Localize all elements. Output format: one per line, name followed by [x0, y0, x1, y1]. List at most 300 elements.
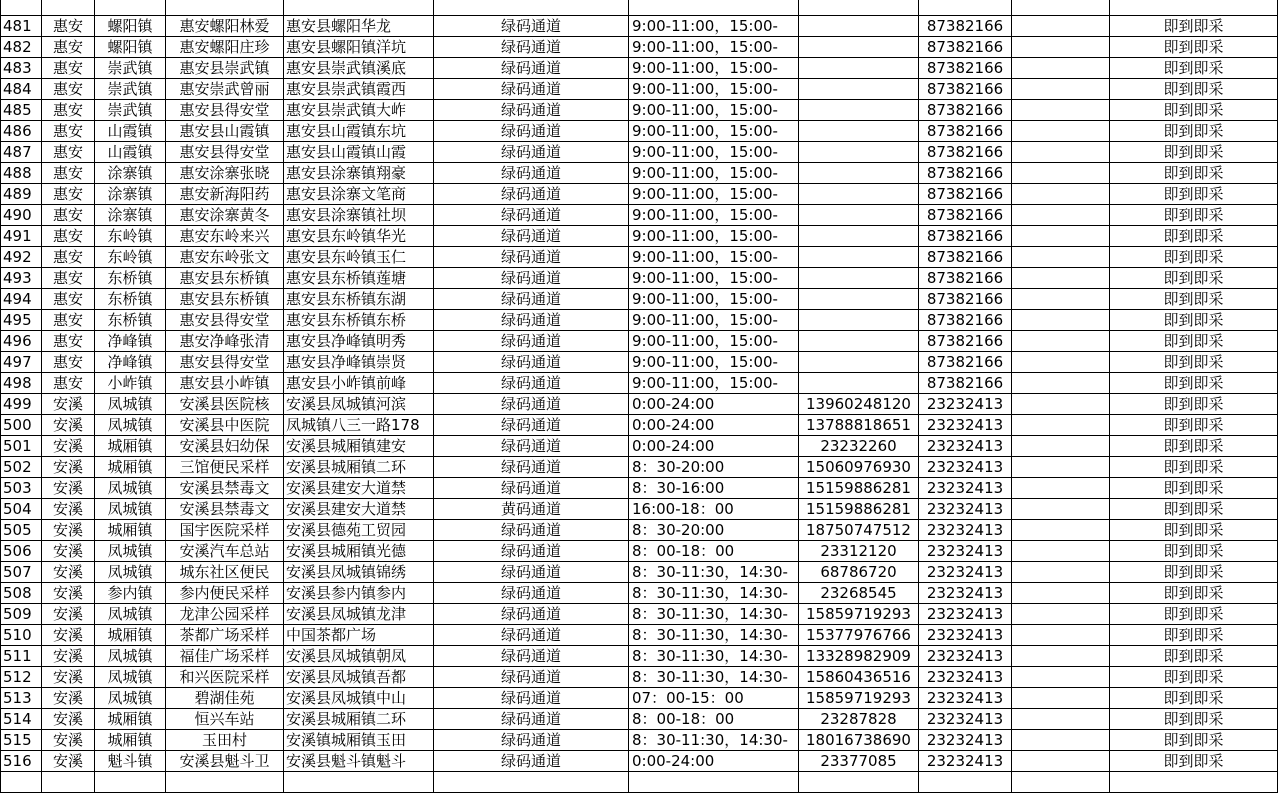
address-cell[interactable]: 惠安县小岞镇前峰: [284, 373, 434, 394]
city-cell[interactable]: 惠安: [42, 163, 95, 184]
row-number-cell[interactable]: 494: [1, 289, 42, 310]
row-number-cell[interactable]: 490: [1, 205, 42, 226]
site-name-cell[interactable]: 安溪县禁毒文: [166, 478, 284, 499]
city-cell[interactable]: 惠安: [42, 37, 95, 58]
town-cell[interactable]: 东岭镇: [95, 247, 166, 268]
site-name-cell[interactable]: 碧湖佳苑: [166, 688, 284, 709]
blank-cell[interactable]: [1012, 226, 1110, 247]
phone-cell[interactable]: [799, 352, 919, 373]
site-name-cell[interactable]: 惠安东岭张文: [166, 247, 284, 268]
city-cell[interactable]: 惠安: [42, 16, 95, 37]
channel-cell[interactable]: 绿码通道: [434, 184, 629, 205]
site-name-cell[interactable]: 惠安县东桥镇: [166, 289, 284, 310]
hours-cell[interactable]: 9:00-11:00，15:00-: [629, 373, 799, 394]
address-cell[interactable]: 安溪县城厢镇建安: [284, 436, 434, 457]
channel-cell[interactable]: 绿码通道: [434, 436, 629, 457]
city-cell[interactable]: 安溪: [42, 478, 95, 499]
status-cell[interactable]: 即到即采: [1110, 667, 1278, 688]
hotline-cell[interactable]: 87382166: [919, 331, 1012, 352]
town-cell[interactable]: 凤城镇: [95, 415, 166, 436]
row-number-cell[interactable]: 483: [1, 58, 42, 79]
table-row[interactable]: [1, 457, 1278, 478]
table-row[interactable]: [1, 415, 1278, 436]
channel-cell[interactable]: 绿码通道: [434, 667, 629, 688]
phone-cell[interactable]: [799, 205, 919, 226]
status-cell[interactable]: [1110, 772, 1278, 793]
hotline-cell[interactable]: 87382166: [919, 163, 1012, 184]
row-number-cell[interactable]: 491: [1, 226, 42, 247]
city-cell[interactable]: 惠安: [42, 142, 95, 163]
address-cell[interactable]: 安溪县建安大道禁: [284, 499, 434, 520]
address-cell[interactable]: 惠安县螺阳镇洋坑: [284, 37, 434, 58]
town-cell[interactable]: 山霞镇: [95, 142, 166, 163]
hotline-cell[interactable]: 23232413: [919, 541, 1012, 562]
blank-cell[interactable]: [1012, 499, 1110, 520]
table-row[interactable]: [1, 226, 1278, 247]
table-row[interactable]: [1, 583, 1278, 604]
blank-cell[interactable]: [1012, 37, 1110, 58]
phone-cell[interactable]: 23287828: [799, 709, 919, 730]
phone-cell[interactable]: 18016738690: [799, 730, 919, 751]
channel-cell[interactable]: 绿码通道: [434, 751, 629, 772]
row-number-cell[interactable]: 510: [1, 625, 42, 646]
address-cell[interactable]: 惠安县东岭镇华光: [284, 226, 434, 247]
blank-cell[interactable]: [1012, 583, 1110, 604]
hotline-cell[interactable]: 23232413: [919, 457, 1012, 478]
blank-cell[interactable]: [1012, 604, 1110, 625]
hotline-cell[interactable]: 87382166: [919, 373, 1012, 394]
town-cell[interactable]: 城厢镇: [95, 709, 166, 730]
city-cell[interactable]: 安溪: [42, 436, 95, 457]
city-cell[interactable]: 安溪: [42, 562, 95, 583]
channel-cell[interactable]: 绿码通道: [434, 247, 629, 268]
hotline-cell[interactable]: 23232413: [919, 415, 1012, 436]
channel-cell[interactable]: 绿码通道: [434, 289, 629, 310]
channel-cell[interactable]: 绿码通道: [434, 121, 629, 142]
table-row[interactable]: [1, 646, 1278, 667]
channel-cell[interactable]: 绿码通道: [434, 583, 629, 604]
city-cell[interactable]: 安溪: [42, 730, 95, 751]
site-name-cell[interactable]: 三馆便民采样: [166, 457, 284, 478]
blank-cell[interactable]: [1012, 289, 1110, 310]
channel-cell[interactable]: 绿码通道: [434, 520, 629, 541]
address-cell[interactable]: 惠安县崇武镇大岞: [284, 100, 434, 121]
row-number-cell[interactable]: [1, 0, 42, 16]
town-cell[interactable]: 净峰镇: [95, 352, 166, 373]
channel-cell[interactable]: 绿码通道: [434, 58, 629, 79]
address-cell[interactable]: 惠安县涂寨文笔商: [284, 184, 434, 205]
table-row[interactable]: [1, 541, 1278, 562]
status-cell[interactable]: 即到即采: [1110, 100, 1278, 121]
hours-cell[interactable]: 9:00-11:00，15:00-: [629, 58, 799, 79]
phone-cell[interactable]: 15860436516: [799, 667, 919, 688]
status-cell[interactable]: 即到即采: [1110, 247, 1278, 268]
table-row[interactable]: [1, 247, 1278, 268]
hours-cell[interactable]: [629, 772, 799, 793]
hotline-cell[interactable]: 87382166: [919, 16, 1012, 37]
city-cell[interactable]: 安溪: [42, 709, 95, 730]
channel-cell[interactable]: 绿码通道: [434, 415, 629, 436]
channel-cell[interactable]: 绿码通道: [434, 709, 629, 730]
blank-cell[interactable]: [1012, 457, 1110, 478]
table-row[interactable]: [1, 436, 1278, 457]
address-cell[interactable]: 安溪县建安大道禁: [284, 478, 434, 499]
site-name-cell[interactable]: 惠安县崇武镇: [166, 58, 284, 79]
channel-cell[interactable]: 绿码通道: [434, 16, 629, 37]
blank-cell[interactable]: [1012, 688, 1110, 709]
town-cell[interactable]: 参内镇: [95, 583, 166, 604]
row-number-cell[interactable]: 516: [1, 751, 42, 772]
city-cell[interactable]: 惠安: [42, 100, 95, 121]
address-cell[interactable]: 惠安县涂寨镇社坝: [284, 205, 434, 226]
site-name-cell[interactable]: 惠安东岭来兴: [166, 226, 284, 247]
status-cell[interactable]: 即到即采: [1110, 37, 1278, 58]
table-row[interactable]: [1, 751, 1278, 772]
blank-cell[interactable]: [1012, 520, 1110, 541]
channel-cell[interactable]: 绿码通道: [434, 541, 629, 562]
table-row[interactable]: [1, 205, 1278, 226]
site-name-cell[interactable]: 茶都广场采样: [166, 625, 284, 646]
town-cell[interactable]: 城厢镇: [95, 625, 166, 646]
city-cell[interactable]: 惠安: [42, 268, 95, 289]
blank-cell[interactable]: [1012, 772, 1110, 793]
status-cell[interactable]: 即到即采: [1110, 625, 1278, 646]
status-cell[interactable]: 即到即采: [1110, 457, 1278, 478]
row-number-cell[interactable]: 498: [1, 373, 42, 394]
address-cell[interactable]: 安溪县城厢镇光德: [284, 541, 434, 562]
phone-cell[interactable]: 68786720: [799, 562, 919, 583]
phone-cell[interactable]: [799, 121, 919, 142]
hours-cell[interactable]: 0:00-24:00: [629, 415, 799, 436]
blank-cell[interactable]: [1012, 205, 1110, 226]
hours-cell[interactable]: 8：30-16:00: [629, 478, 799, 499]
hours-cell[interactable]: 16:00-18：00: [629, 499, 799, 520]
site-name-cell[interactable]: 惠安县小岞镇: [166, 373, 284, 394]
blank-cell[interactable]: [1012, 373, 1110, 394]
address-cell[interactable]: 惠安县山霞镇山霞: [284, 142, 434, 163]
site-name-cell[interactable]: 惠安净峰张清: [166, 331, 284, 352]
city-cell[interactable]: 安溪: [42, 520, 95, 541]
row-number-cell[interactable]: 497: [1, 352, 42, 373]
city-cell[interactable]: 惠安: [42, 79, 95, 100]
city-cell[interactable]: 安溪: [42, 583, 95, 604]
status-cell[interactable]: 即到即采: [1110, 268, 1278, 289]
status-cell[interactable]: 即到即采: [1110, 79, 1278, 100]
hotline-cell[interactable]: 23232413: [919, 709, 1012, 730]
blank-cell[interactable]: [1012, 0, 1110, 16]
row-number-cell[interactable]: 484: [1, 79, 42, 100]
status-cell[interactable]: 即到即采: [1110, 562, 1278, 583]
site-name-cell[interactable]: 玉田村: [166, 730, 284, 751]
hours-cell[interactable]: 9:00-11:00，15:00-: [629, 205, 799, 226]
site-name-cell[interactable]: 城东社区便民: [166, 562, 284, 583]
town-cell[interactable]: 崇武镇: [95, 100, 166, 121]
address-cell[interactable]: 凤城镇八三一路178: [284, 415, 434, 436]
hours-cell[interactable]: 8：30-11:30，14:30-: [629, 730, 799, 751]
hours-cell[interactable]: 9:00-11:00，15:00-: [629, 79, 799, 100]
site-name-cell[interactable]: 国宇医院采样: [166, 520, 284, 541]
address-cell[interactable]: 安溪县凤城镇锦绣: [284, 562, 434, 583]
table-row[interactable]: [1, 289, 1278, 310]
status-cell[interactable]: 即到即采: [1110, 604, 1278, 625]
city-cell[interactable]: 惠安: [42, 226, 95, 247]
hotline-cell[interactable]: 87382166: [919, 100, 1012, 121]
row-number-cell[interactable]: 506: [1, 541, 42, 562]
hours-cell[interactable]: 8：00-18：00: [629, 709, 799, 730]
phone-cell[interactable]: [799, 58, 919, 79]
hours-cell[interactable]: 9:00-11:00，15:00-: [629, 184, 799, 205]
town-cell[interactable]: 涂寨镇: [95, 184, 166, 205]
phone-cell[interactable]: [799, 100, 919, 121]
hotline-cell[interactable]: 23232413: [919, 625, 1012, 646]
hours-cell[interactable]: 9:00-11:00，15:00-: [629, 310, 799, 331]
site-name-cell[interactable]: 恒兴车站: [166, 709, 284, 730]
hotline-cell[interactable]: 87382166: [919, 142, 1012, 163]
phone-cell[interactable]: [799, 37, 919, 58]
channel-cell[interactable]: 绿码通道: [434, 310, 629, 331]
town-cell[interactable]: 小岞镇: [95, 373, 166, 394]
table-row[interactable]: [1, 478, 1278, 499]
row-number-cell[interactable]: 486: [1, 121, 42, 142]
hours-cell[interactable]: 9:00-11:00，15:00-: [629, 121, 799, 142]
address-cell[interactable]: 惠安县东桥镇莲塘: [284, 268, 434, 289]
town-cell[interactable]: [95, 772, 166, 793]
town-cell[interactable]: 净峰镇: [95, 331, 166, 352]
blank-cell[interactable]: [1012, 163, 1110, 184]
town-cell[interactable]: 涂寨镇: [95, 205, 166, 226]
address-cell[interactable]: 惠安县东桥镇东桥: [284, 310, 434, 331]
site-name-cell[interactable]: 安溪汽车总站: [166, 541, 284, 562]
table-row[interactable]: [1, 394, 1278, 415]
hotline-cell[interactable]: 23232413: [919, 751, 1012, 772]
status-cell[interactable]: 即到即采: [1110, 352, 1278, 373]
town-cell[interactable]: 东桥镇: [95, 310, 166, 331]
hours-cell[interactable]: 8：30-11:30，14:30-: [629, 583, 799, 604]
address-cell[interactable]: 惠安县净峰镇明秀: [284, 331, 434, 352]
row-number-cell[interactable]: 492: [1, 247, 42, 268]
city-cell[interactable]: 惠安: [42, 310, 95, 331]
blank-cell[interactable]: [1012, 667, 1110, 688]
address-cell[interactable]: 安溪县凤城镇中山: [284, 688, 434, 709]
site-name-cell[interactable]: 安溪县妇幼保: [166, 436, 284, 457]
channel-cell[interactable]: 绿码通道: [434, 604, 629, 625]
channel-cell[interactable]: 绿码通道: [434, 373, 629, 394]
channel-cell[interactable]: 绿码通道: [434, 625, 629, 646]
city-cell[interactable]: 安溪: [42, 541, 95, 562]
table-row[interactable]: [1, 499, 1278, 520]
blank-cell[interactable]: [1012, 478, 1110, 499]
blank-cell[interactable]: [1012, 562, 1110, 583]
blank-cell[interactable]: [1012, 415, 1110, 436]
blank-cell[interactable]: [1012, 541, 1110, 562]
table-row[interactable]: [1, 562, 1278, 583]
city-cell[interactable]: 安溪: [42, 646, 95, 667]
address-cell[interactable]: 惠安县崇武镇溪底: [284, 58, 434, 79]
hotline-cell[interactable]: 87382166: [919, 352, 1012, 373]
hours-cell[interactable]: 8：30-20:00: [629, 520, 799, 541]
city-cell[interactable]: [42, 0, 95, 16]
site-name-cell[interactable]: 惠安县得安堂: [166, 142, 284, 163]
channel-cell[interactable]: 绿码通道: [434, 79, 629, 100]
site-name-cell[interactable]: [166, 772, 284, 793]
town-cell[interactable]: 崇武镇: [95, 58, 166, 79]
row-number-cell[interactable]: 495: [1, 310, 42, 331]
town-cell[interactable]: 凤城镇: [95, 562, 166, 583]
status-cell[interactable]: 即到即采: [1110, 541, 1278, 562]
address-cell[interactable]: 惠安县东岭镇玉仁: [284, 247, 434, 268]
town-cell[interactable]: 凤城镇: [95, 646, 166, 667]
city-cell[interactable]: 安溪: [42, 415, 95, 436]
status-cell[interactable]: 即到即采: [1110, 688, 1278, 709]
hours-cell[interactable]: 9:00-11:00，15:00-: [629, 100, 799, 121]
channel-cell[interactable]: [434, 0, 629, 16]
hotline-cell[interactable]: 23232413: [919, 688, 1012, 709]
site-name-cell[interactable]: 惠安县得安堂: [166, 100, 284, 121]
city-cell[interactable]: 惠安: [42, 352, 95, 373]
address-cell[interactable]: 安溪县魁斗镇魁斗: [284, 751, 434, 772]
table-row[interactable]: [1, 625, 1278, 646]
blank-cell[interactable]: [1012, 436, 1110, 457]
city-cell[interactable]: 惠安: [42, 184, 95, 205]
status-cell[interactable]: 即到即采: [1110, 709, 1278, 730]
address-cell[interactable]: [284, 772, 434, 793]
town-cell[interactable]: 凤城镇: [95, 478, 166, 499]
phone-cell[interactable]: 15159886281: [799, 478, 919, 499]
town-cell[interactable]: 城厢镇: [95, 457, 166, 478]
row-number-cell[interactable]: 493: [1, 268, 42, 289]
hours-cell[interactable]: 9:00-11:00，15:00-: [629, 289, 799, 310]
site-name-cell[interactable]: 惠安崇武曾丽: [166, 79, 284, 100]
blank-cell[interactable]: [1012, 100, 1110, 121]
channel-cell[interactable]: 绿码通道: [434, 562, 629, 583]
city-cell[interactable]: [42, 772, 95, 793]
town-cell[interactable]: 东桥镇: [95, 289, 166, 310]
hours-cell[interactable]: 8：30-11:30，14:30-: [629, 562, 799, 583]
table-row[interactable]: [1, 667, 1278, 688]
address-cell[interactable]: 惠安县净峰镇崇贤: [284, 352, 434, 373]
table-row[interactable]: [1, 688, 1278, 709]
hotline-cell[interactable]: [919, 772, 1012, 793]
blank-cell[interactable]: [1012, 646, 1110, 667]
status-cell[interactable]: 即到即采: [1110, 583, 1278, 604]
status-cell[interactable]: 即到即采: [1110, 58, 1278, 79]
hotline-cell[interactable]: 23232413: [919, 478, 1012, 499]
site-name-cell[interactable]: 安溪县禁毒文: [166, 499, 284, 520]
hotline-cell[interactable]: 23232413: [919, 562, 1012, 583]
channel-cell[interactable]: 绿码通道: [434, 646, 629, 667]
blank-cell[interactable]: [1012, 751, 1110, 772]
phone-cell[interactable]: 15859719293: [799, 604, 919, 625]
table-row[interactable]: [1, 310, 1278, 331]
city-cell[interactable]: 惠安: [42, 58, 95, 79]
blank-cell[interactable]: [1012, 625, 1110, 646]
hours-cell[interactable]: 9:00-11:00，15:00-: [629, 352, 799, 373]
table-row[interactable]: [1, 268, 1278, 289]
table-row[interactable]: [1, 520, 1278, 541]
site-name-cell[interactable]: 参内便民采样: [166, 583, 284, 604]
hours-cell[interactable]: 9:00-11:00，15:00-: [629, 268, 799, 289]
town-cell[interactable]: 崇武镇: [95, 79, 166, 100]
city-cell[interactable]: 安溪: [42, 499, 95, 520]
table-row[interactable]: [1, 163, 1278, 184]
hotline-cell[interactable]: 87382166: [919, 289, 1012, 310]
channel-cell[interactable]: 绿码通道: [434, 478, 629, 499]
channel-cell[interactable]: 绿码通道: [434, 457, 629, 478]
phone-cell[interactable]: [799, 16, 919, 37]
phone-cell[interactable]: [799, 289, 919, 310]
hotline-cell[interactable]: 23232413: [919, 667, 1012, 688]
status-cell[interactable]: 即到即采: [1110, 478, 1278, 499]
phone-cell[interactable]: [799, 310, 919, 331]
row-number-cell[interactable]: 482: [1, 37, 42, 58]
table-row[interactable]: [1, 373, 1278, 394]
town-cell[interactable]: 凤城镇: [95, 499, 166, 520]
row-number-cell[interactable]: 499: [1, 394, 42, 415]
hours-cell[interactable]: 9:00-11:00，15:00-: [629, 226, 799, 247]
hours-cell[interactable]: 9:00-11:00，15:00-: [629, 163, 799, 184]
hotline-cell[interactable]: 23232413: [919, 394, 1012, 415]
city-cell[interactable]: 惠安: [42, 121, 95, 142]
blank-cell[interactable]: [1012, 394, 1110, 415]
row-number-cell[interactable]: 489: [1, 184, 42, 205]
hours-cell[interactable]: 8：30-20:00: [629, 457, 799, 478]
row-number-cell[interactable]: 508: [1, 583, 42, 604]
phone-cell[interactable]: 23312120: [799, 541, 919, 562]
address-cell[interactable]: 安溪县参内镇参内: [284, 583, 434, 604]
hotline-cell[interactable]: 87382166: [919, 121, 1012, 142]
blank-cell[interactable]: [1012, 142, 1110, 163]
row-number-cell[interactable]: 481: [1, 16, 42, 37]
site-name-cell[interactable]: 惠安县东桥镇: [166, 268, 284, 289]
status-cell[interactable]: 即到即采: [1110, 394, 1278, 415]
channel-cell[interactable]: 黄码通道: [434, 499, 629, 520]
city-cell[interactable]: 惠安: [42, 289, 95, 310]
hotline-cell[interactable]: 23232413: [919, 583, 1012, 604]
site-name-cell[interactable]: 惠安螺阳庄珍: [166, 37, 284, 58]
town-cell[interactable]: 螺阳镇: [95, 37, 166, 58]
blank-cell[interactable]: [1012, 121, 1110, 142]
hotline-cell[interactable]: [919, 0, 1012, 16]
site-name-cell[interactable]: [166, 0, 284, 16]
blank-cell[interactable]: [1012, 79, 1110, 100]
channel-cell[interactable]: 绿码通道: [434, 331, 629, 352]
city-cell[interactable]: 安溪: [42, 625, 95, 646]
site-name-cell[interactable]: 惠安新海阳药: [166, 184, 284, 205]
site-name-cell[interactable]: 惠安县山霞镇: [166, 121, 284, 142]
town-cell[interactable]: 城厢镇: [95, 520, 166, 541]
table-row[interactable]: [1, 121, 1278, 142]
hotline-cell[interactable]: 23232413: [919, 604, 1012, 625]
phone-cell[interactable]: 15159886281: [799, 499, 919, 520]
hotline-cell[interactable]: 87382166: [919, 310, 1012, 331]
phone-cell[interactable]: [799, 163, 919, 184]
phone-cell[interactable]: [799, 184, 919, 205]
hotline-cell[interactable]: 87382166: [919, 268, 1012, 289]
hours-cell[interactable]: 8：00-18：00: [629, 541, 799, 562]
table-row[interactable]: [1, 142, 1278, 163]
address-cell[interactable]: 惠安县崇武镇霞西: [284, 79, 434, 100]
hotline-cell[interactable]: 87382166: [919, 205, 1012, 226]
blank-cell[interactable]: [1012, 268, 1110, 289]
hotline-cell[interactable]: 87382166: [919, 184, 1012, 205]
town-cell[interactable]: 东桥镇: [95, 268, 166, 289]
status-cell[interactable]: 即到即采: [1110, 163, 1278, 184]
city-cell[interactable]: 惠安: [42, 205, 95, 226]
row-number-cell[interactable]: [1, 772, 42, 793]
status-cell[interactable]: 即到即采: [1110, 520, 1278, 541]
row-number-cell[interactable]: 487: [1, 142, 42, 163]
row-number-cell[interactable]: 485: [1, 100, 42, 121]
